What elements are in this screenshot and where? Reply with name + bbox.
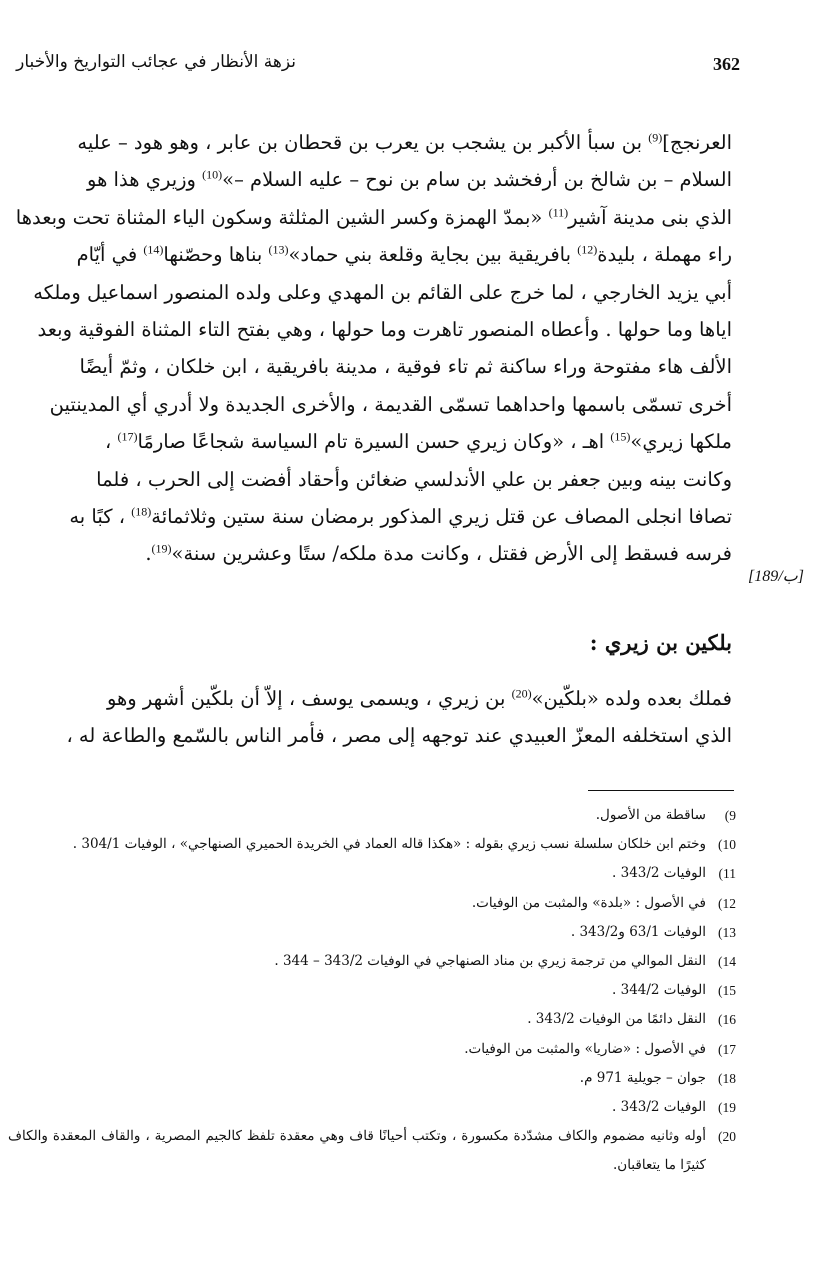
text-segment: الألف هاء مفتوحة وراء ساكنة ثم تاء فوقية ، مدينة بافريقية ، ابن خلكان ، وثمّ أيضًا xyxy=(79,355,732,379)
footnote-text: في الأصول : «بلدة» والمثبت من الوفيات. xyxy=(471,894,706,911)
text-segment: بن سبأ الأكبر بن يشجب بن يعرب بن قحطان بن عابر ، وهو هود – عليه xyxy=(77,131,649,154)
footnote-number: (18 xyxy=(718,1070,736,1086)
text-segment: أبي يزيد الخارجي ، لما خرج على القائم بن المهدي وعلى ولده المنصور اسماعيل وملكه xyxy=(33,280,732,304)
text-segment: اياها وما حولها . وأعطاه المنصور تاهرت وما حولها ، وهي بفتح التاء المثناة الفوقية وبعد xyxy=(37,318,732,342)
text-segment: الذي استخلفه المعزّ العبيدي عند توجهه إلى مصر ، فأمر الناس بالسّمع والطاعة له ، xyxy=(66,724,732,748)
footnote-separator xyxy=(588,790,734,791)
text-segment: ملكها زيري» xyxy=(630,430,732,454)
text-segment: فملك بعده ولده «بلكّين» xyxy=(531,687,732,710)
margin-folio-note: [189/ب] xyxy=(748,568,804,585)
footnote-reference: (20) xyxy=(511,686,532,701)
footnote-reference: (18) xyxy=(131,504,152,519)
footnote-reference: (15) xyxy=(610,429,631,444)
text-segment: وزيري هذا هو xyxy=(87,168,203,192)
text-segment: أخرى تسمّى باسمها واحداهما تسمّى القديمة ، والأخرى الجديدة ولا أدري أي المدينتين xyxy=(49,392,732,416)
page-number: 362 xyxy=(713,54,740,74)
text-segment: العرنجج] xyxy=(662,131,732,154)
footnote-number: (11 xyxy=(718,866,736,882)
text-segment: فرسه فسقط إلى الأرض فقتل ، وكانت مدة ملكه/ ستًا وعشرين سنة» xyxy=(171,542,732,566)
text-segment: ، xyxy=(104,430,118,454)
text-segment: بناها وحصّنها xyxy=(163,243,269,267)
footnote-number: (20 xyxy=(718,1129,736,1145)
footnote-number: (10 xyxy=(718,837,736,853)
text-segment: بن زيري ، ويسمى يوسف ، إلاّ أن بلكّين أشهر وهو xyxy=(106,687,512,710)
footnote-text: النقل الموالي من ترجمة زيري بن مناد الصنهاجي في الوفيات 343/2 – 344 . xyxy=(274,953,706,970)
footnote-text: الوفيات 343/2 . xyxy=(612,1099,706,1116)
footnote-text: الوفيات 63/1 و343/2 . xyxy=(570,923,706,940)
section-heading: بلكين بن زيري : xyxy=(589,630,732,655)
footnote-number: (17 xyxy=(718,1041,736,1057)
text-line xyxy=(8,161,732,198)
text-line xyxy=(8,199,732,236)
footnote-text: النقل دائمًا من الوفيات 343/2 . xyxy=(527,1011,706,1028)
footnote-reference: (10) xyxy=(202,167,223,182)
footnote-number: (14 xyxy=(718,954,736,970)
text-segment: راء مهملة ، بليدة xyxy=(597,243,732,267)
text-line xyxy=(8,461,732,498)
text-line xyxy=(8,311,732,348)
footnote-item xyxy=(8,1005,736,1034)
footnote-item xyxy=(8,889,736,918)
footnote-text: ساقطة من الأصول. xyxy=(595,807,706,823)
text-segment: ، كبًا به xyxy=(69,505,132,529)
footnote-item xyxy=(8,1064,736,1093)
text-line xyxy=(8,717,732,754)
section-text xyxy=(8,680,732,755)
text-segment: في أيّام xyxy=(76,243,144,267)
footnote-text: وختم ابن خلكان سلسلة نسب زيري بقوله : «هكذا قاله العماد في الخريدة الحميري الصنهاجي» ، الوفيات 304/1 . xyxy=(72,836,706,853)
footnote-reference: (14) xyxy=(143,242,164,257)
text-line xyxy=(8,348,732,385)
footnote-item xyxy=(8,830,736,859)
footnote-item xyxy=(8,947,736,976)
body-paragraph xyxy=(8,124,732,573)
text-line xyxy=(8,274,732,311)
footnote-text: الوفيات 343/2 . xyxy=(612,865,706,882)
footnote-item xyxy=(8,859,736,888)
text-segment: اهـ ، «وكان زيري حسن السيرة تام السياسة شجاعًا صارمًا xyxy=(137,430,611,454)
text-line xyxy=(8,535,732,572)
footnote-item xyxy=(8,976,736,1005)
footnote-item xyxy=(8,918,736,947)
text-line xyxy=(8,386,732,423)
text-segment: بافريقية بين بجاية وقلعة بني حماد» xyxy=(288,243,578,267)
text-line xyxy=(8,236,732,273)
footnote-text: في الأصول : «ضاريا» والمثبت من الوفيات. xyxy=(464,1040,706,1057)
footnote-item xyxy=(8,1035,736,1064)
footnote-reference: (17) xyxy=(117,429,138,444)
running-title: نزهة الأنظار في عجائب التواريخ والأخبار xyxy=(16,52,296,72)
footnote-text: أوله وثانيه مضموم والكاف مشدّدة مكسورة ، وتكتب أحيانًا قاف وهي معقدة تلفظ كالجيم المصرية ، والقاف المعقدة والكاف كثيرًا ما يتعاقبان. xyxy=(8,1128,706,1174)
section-paragraph xyxy=(8,680,732,755)
footnote-number: (13 xyxy=(718,924,736,940)
footnote-number: (15 xyxy=(718,983,736,999)
footnotes-list xyxy=(8,801,736,1181)
text-segment: . xyxy=(145,542,152,566)
footnote-number: (16 xyxy=(718,1012,736,1028)
footnote-number: (19 xyxy=(718,1100,736,1116)
footnote-item xyxy=(8,1093,736,1122)
footnote-reference: (12) xyxy=(577,242,598,257)
text-line xyxy=(8,124,732,161)
text-segment: «بمدّ الهمزة وكسر الشين المثلثة وسكون الياء المثناة تحت وبعدها xyxy=(15,205,549,229)
footnote-reference: (9) xyxy=(648,130,663,145)
text-segment: تصافا انجلى المصاف عن قتل زيري المذكور برمضان سنة ستين وثلاثمائة xyxy=(151,505,732,529)
footnote-reference: (19) xyxy=(151,541,172,556)
text-line xyxy=(8,423,732,460)
footnote-item xyxy=(8,1122,736,1180)
footnote-item xyxy=(8,801,736,830)
footnote-reference: (11) xyxy=(548,205,569,220)
footnote-text: الوفيات 344/2 . xyxy=(612,982,706,999)
text-line xyxy=(8,498,732,535)
footnote-reference: (13) xyxy=(268,242,289,257)
text-segment: وكانت بينه وبين جعفر بن علي الأندلسي ضغائن وأحقاد أفضت إلى الحرب ، فلما xyxy=(96,467,732,491)
footnote-number: (12 xyxy=(718,895,736,911)
footnote-number: (9 xyxy=(724,808,736,823)
body-text xyxy=(8,124,732,573)
text-segment: السلام – بن شالخ بن أرفخشد بن سام بن نوح – عليه السلام –» xyxy=(222,168,732,192)
text-line xyxy=(8,680,732,717)
footnote-text: جوان – جويلية 971 م. xyxy=(579,1069,706,1086)
text-segment: الذي بنى مدينة آشير xyxy=(568,205,732,229)
